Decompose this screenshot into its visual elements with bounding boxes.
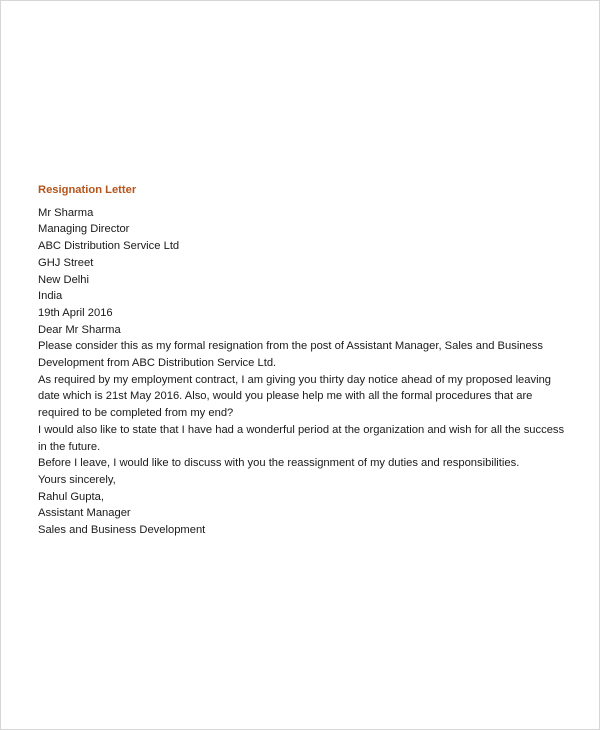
signature-department: Sales and Business Development bbox=[38, 524, 206, 537]
recipient-street: GHJ Street bbox=[38, 256, 94, 269]
recipient-name: Mr Sharma bbox=[38, 206, 94, 219]
letter-date: 19th April 2016 bbox=[38, 306, 113, 319]
paragraph-notice: As required by my employment contract, I am giving you thirty day notice ahead of my proposed leaving date which is 21st May 2016. Also, would you please help me with all the formal procedures that are required to be completed from my end? bbox=[38, 373, 552, 420]
recipient-company: ABC Distribution Service Ltd bbox=[38, 240, 180, 253]
recipient-country: India bbox=[38, 290, 63, 303]
closing: Yours sincerely, bbox=[38, 473, 116, 486]
signature-name: Rahul Gupta, bbox=[38, 490, 104, 503]
recipient-city: New Delhi bbox=[38, 273, 89, 286]
signature-title: Assistant Manager bbox=[38, 507, 131, 520]
recipient-position: Managing Director bbox=[38, 223, 130, 236]
letter-body bbox=[38, 182, 573, 539]
salutation: Dear Mr Sharma bbox=[38, 323, 121, 336]
paragraph-handover: Before I leave, I would like to discuss with you the reassignment of my duties and responsibilities. bbox=[38, 457, 520, 470]
document-title: Resignation Letter bbox=[38, 184, 137, 196]
paragraph-resignation: Please consider this as my formal resignation from the post of Assistant Manager, Sales and Business Development from ABC Distribution Service Ltd. bbox=[38, 340, 543, 370]
paragraph-gratitude: I would also like to state that I have had a wonderful period at the organization and wish for all the success in the future. bbox=[38, 423, 565, 453]
